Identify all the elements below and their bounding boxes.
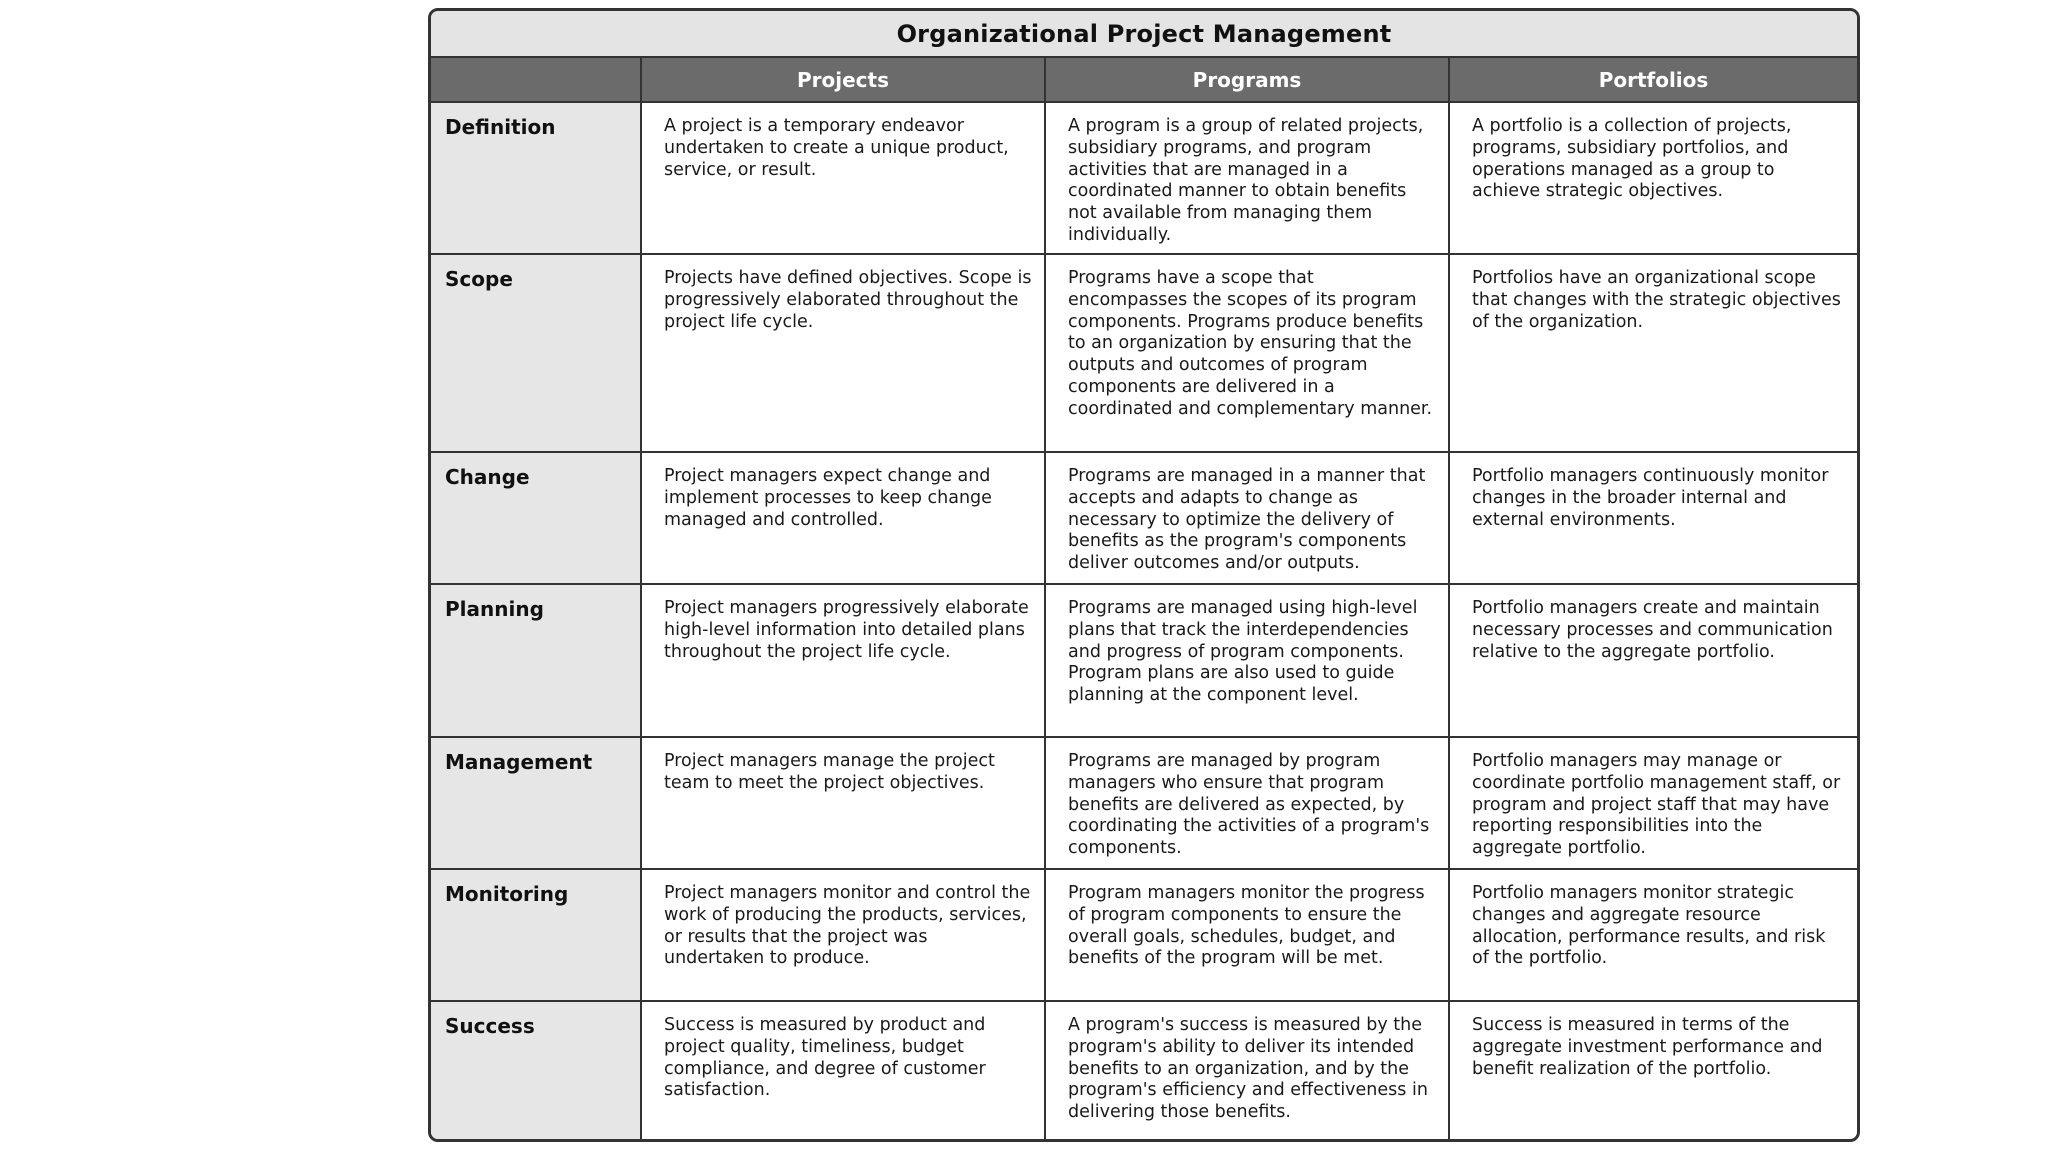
- table-row-success: [431, 1001, 1857, 1142]
- row-label-scope: Scope: [431, 254, 641, 452]
- cell-portfolios-monitoring: Portfolio managers monitor strategic changes and aggregate resource allocation, performance results, and risk of the portfolio.: [1449, 869, 1857, 1001]
- cell-projects-monitoring: Project managers monitor and control the work of producing the products, services, or results that the project was undertaken to produce.: [641, 869, 1045, 1001]
- header-corner: [431, 58, 641, 102]
- row-label-management: Management: [431, 737, 641, 869]
- header-portfolios: Portfolios: [1449, 58, 1857, 102]
- cell-projects-success: Success is measured by product and project quality, timeliness, budget compliance, and degree of customer satisfaction.: [641, 1001, 1045, 1142]
- header-programs: Programs: [1045, 58, 1449, 102]
- cell-portfolios-change: Portfolio managers continuously monitor changes in the broader internal and external environments.: [1449, 452, 1857, 584]
- header-projects: Projects: [641, 58, 1045, 102]
- cell-portfolios-scope: Portfolios have an organizational scope that changes with the strategic objectives of the organization.: [1449, 254, 1857, 452]
- row-label-planning: Planning: [431, 584, 641, 737]
- cell-portfolios-management: Portfolio managers may manage or coordinate portfolio management staff, or program and project staff that may have reporting responsibilities into the aggregate portfolio.: [1449, 737, 1857, 869]
- table-row-management: [431, 737, 1857, 869]
- row-label-definition: Definition: [431, 102, 641, 254]
- cell-projects-scope: Projects have defined objectives. Scope is progressively elaborated throughout the project life cycle.: [641, 254, 1045, 452]
- cell-programs-success: A program's success is measured by the program's ability to deliver its intended benefits to an organization, and by the program's efficiency and effectiveness in delivering those benefits.: [1045, 1001, 1449, 1142]
- row-label-monitoring: Monitoring: [431, 869, 641, 1001]
- cell-projects-change: Project managers expect change and implement processes to keep change managed and controlled.: [641, 452, 1045, 584]
- table-row-planning: [431, 584, 1857, 737]
- table-title: Organizational Project Management: [431, 11, 1857, 58]
- cell-programs-management: Programs are managed by program managers who ensure that program benefits are delivered as expected, by coordinating the activities of a program's components.: [1045, 737, 1449, 869]
- cell-projects-management: Project managers manage the project team to meet the project objectives.: [641, 737, 1045, 869]
- comparison-grid: [431, 58, 1857, 1142]
- table-row-definition: [431, 102, 1857, 254]
- opm-comparison-table: [428, 8, 1860, 1142]
- cell-portfolios-success: Success is measured in terms of the aggregate investment performance and benefit realization of the portfolio.: [1472, 1015, 1823, 1079]
- cell-text: A project is a temporary endeavor undertaken to create a unique product, service, or result.: [664, 116, 1009, 180]
- cell-programs-planning: Programs are managed using high-level plans that track the interdependencies and progress of program components. Program plans are also used to guide planning at the component level.: [1045, 584, 1449, 737]
- cell-portfolios-planning: Portfolio managers create and maintain necessary processes and communication relative to the aggregate portfolio.: [1449, 584, 1857, 737]
- row-label-success: Success: [431, 1001, 641, 1142]
- table-row-monitoring: [431, 869, 1857, 1001]
- row-label-change: Change: [431, 452, 641, 584]
- header-row: [431, 58, 1857, 102]
- table-row-scope: [431, 254, 1857, 452]
- cell-portfolios-definition: A portfolio is a collection of projects, programs, subsidiary portfolios, and operations managed as a group to achieve strategic objectives.: [1449, 102, 1857, 254]
- cell-programs-definition: A program is a group of related projects, subsidiary programs, and program activities that are managed in a coordinated manner to obtain benefits not available from managing them individually.: [1045, 102, 1449, 254]
- cell-programs-scope: Programs have a scope that encompasses the scopes of its program components. Programs produce benefits to an organization by ensuring that the outputs and outcomes of program components are delivered in a coordinated and complementary manner.: [1045, 254, 1449, 452]
- cell-projects-definition: [641, 102, 1045, 254]
- cell-programs-change: Programs are managed in a manner that accepts and adapts to change as necessary to optimize the delivery of benefits as the program's components deliver outcomes and/or outputs.: [1045, 452, 1449, 584]
- cell-projects-planning: Project managers progressively elaborate high-level information into detailed plans throughout the project life cycle.: [641, 584, 1045, 737]
- cell-programs-monitoring: Program managers monitor the progress of program components to ensure the overall goals, schedules, budget, and benefits of the program will be met.: [1045, 869, 1449, 1001]
- table-row-change: [431, 452, 1857, 584]
